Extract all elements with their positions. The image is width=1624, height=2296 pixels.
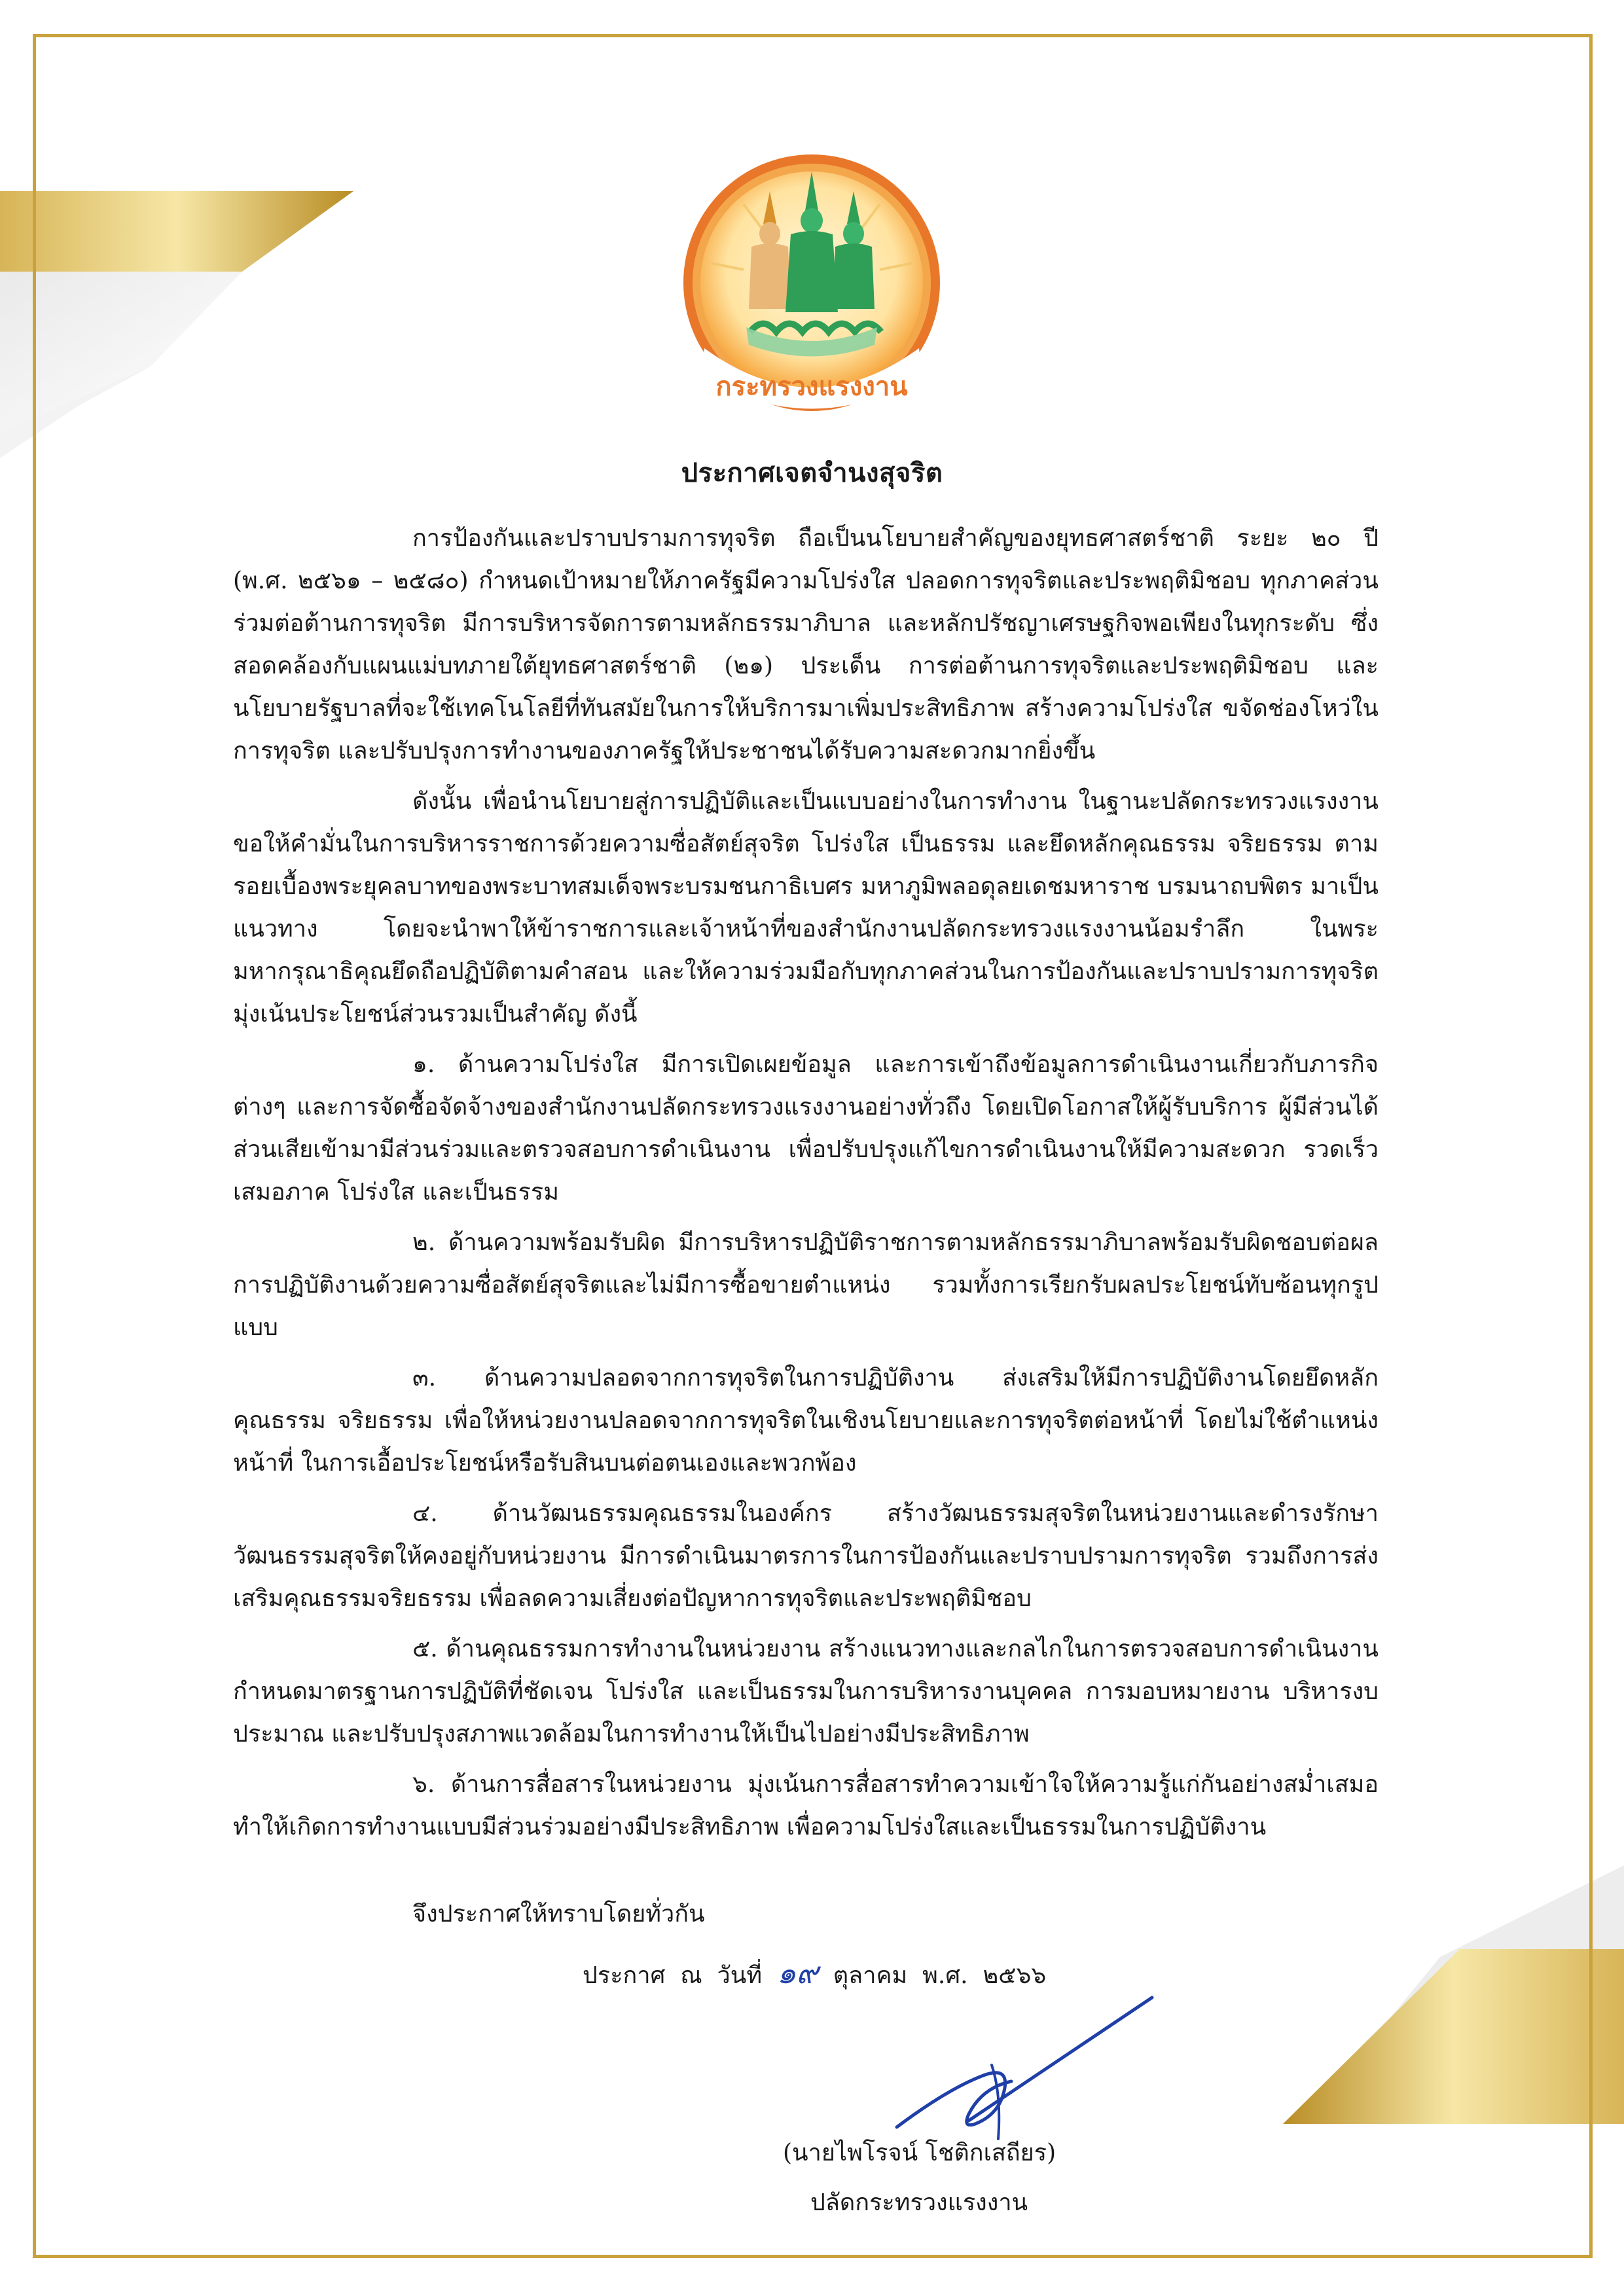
handwritten-signature (871, 1990, 1159, 2140)
date-day-handwritten: ๑๙ (777, 1955, 818, 1990)
item-corruption-free: ๓. ด้านความปลอดจากการทุจริตในการปฏิบัติงาน ส่งเสริมให้มีการปฏิบัติงานโดยยึดหลักคุณธรรม จริยธรรม เพื่อให้หน่วยงานปลอดจากการทุจริตในเชิงนโยบายและการทุจริตต่อหน้าที่ โดยไม่ใช้ตำแหน่งหน้าที่ ในการเอื้อประโยชน์หรือรับสินบนต่อตนเองและพวกพ้อง (233, 1365, 1379, 1477)
date-prefix: ประกาศ ณ วันที่ (583, 1962, 763, 1989)
signer-name: (นายไพโรจน์ โชติกเสถียร) (783, 2140, 1056, 2166)
item-integrity-culture: ๔. ด้านวัฒนธรรมคุณธรรมในองค์กร สร้างวัฒนธรรมสุจริตในหน่วยงานและดำรงรักษาวัฒนธรรมสุจริตให้คงอยู่กับหน่วยงาน มีการดำเนินมาตรการในการป้องกันและปราบปรามการทุจริต รวมถึงการส่งเสริมคุณธรรมจริยธรรม เพื่อลดความเสี่ยงต่อปัญหาการทุจริตและประพฤติมิชอบ (233, 1500, 1379, 1612)
page-title: ประกาศเจตจำนงสุจริต (681, 457, 943, 488)
item-communication: ๖. ด้านการสื่อสารในหน่วยงาน มุ่งเน้นการสื่อสารทำความเข้าใจให้ความรู้แก่กันอย่างสม่ำเสมอ ทำให้เกิดการทำงานแบบมีส่วนร่วมอย่างมีประสิทธิภาพ เพื่อความโปร่งใสและเป็นธรรมในการปฏิบัติงาน (233, 1771, 1379, 1840)
closing-statement: จึงประกาศให้ทราบโดยทั่วกัน (412, 1901, 705, 1928)
item-accountability: ๒. ด้านความพร้อมรับผิด มีการบริหารปฏิบัติราชการตามหลักธรรมาภิบาลพร้อมรับผิดชอบต่อผลการปฏิบัติงานด้วยความซื่อสัตย์สุจริตและไม่มีการซื้อขายตำแหน่ง รวมทั้งการเรียกรับผลประโยชน์ทับซ้อนทุกรูปแบบ (233, 1229, 1379, 1341)
signer-position: ปลัดกระทรวงแรงงาน (810, 2189, 1028, 2216)
intro-paragraph: การป้องกันและปราบปรามการทุจริต ถือเป็นนโยบายสำคัญของยุทธศาสตร์ชาติ ระยะ ๒๐ ปี (พ.ศ. ๒๕๖๑ – ๒๕๘๐) กำหนดเป้าหมายให้ภาครัฐมีความโปร่งใส ปลอดการทุจริตและประพฤติมิชอบ ทุกภาคส่วนร่วมต่อต้านการทุจริต มีการบริหารจัดการตามหลักธรรมาภิบาล และหลักปรัชญาเศรษฐกิจพอเพียงในทุกระดับ ซึ่งสอดคล้องกับแผนแม่บทภายใต้ยุทธศาสตร์ชาติ (๒๑) ประเด็น การต่อต้านการทุจริตและประพฤติมิชอบ และนโยบายรัฐบาลที่จะใช้เทคโนโลยีที่ทันสมัยในการให้บริการมาเพิ่มประสิทธิภาพ สร้างความโปร่งใส ขจัดช่องโหว่ในการทุจริต และปรับปรุงการทำงานของภาครัฐให้ประชาชนได้รับความสะดวกมากยิ่งขึ้น (233, 525, 1379, 764)
commitment-paragraph: ดังนั้น เพื่อนำนโยบายสู่การปฏิบัติและเป็นแบบอย่างในการทำงาน ในฐานะปลัดกระทรวงแรงงาน ขอให้คำมั่นในการบริหารราชการด้วยความซื่อสัตย์สุจริต โปร่งใส เป็นธรรม และยึดหลักคุณธรรม จริยธรรม ตามรอยเบื้องพระยุคลบาทของพระบาทสมเด็จพระบรมชนกาธิเบศร มหาภูมิพลอดุลยเดชมหาราช บรมนาถบพิตร มาเป็นแนวทาง โดยจะนำพาให้ข้าราชการและเจ้าหน้าที่ของสำนักงานปลัดกระทรวงแรงงานน้อมรำลึก ในพระมหากรุณาธิคุณยึดถือปฏิบัติตามคำสอน และให้ความร่วมมือกับทุกภาคส่วนในการป้องกันและปราบปรามการทุจริต มุ่งเน้นประโยชน์ส่วนรวมเป็นสำคัญ ดังนี้ (233, 788, 1379, 1028)
item-work-integrity: ๕. ด้านคุณธรรมการทำงานในหน่วยงาน สร้างแนวทางและกลไกในการตรวจสอบการดำเนินงาน กำหนดมาตรฐานการปฏิบัติที่ชัดเจน โปร่งใส และเป็นธรรมในการบริหารงานบุคคล การมอบหมายงาน บริหารงบประมาณ และปรับปรุงสภาพแวดล้อมในการทำงานให้เป็นไปอย่างมีประสิทธิภาพ (233, 1636, 1379, 1748)
seal-ministry-name: กระทรวงแรงงาน (715, 372, 908, 402)
ministry-seal-logo (678, 152, 945, 419)
seal-graphic (678, 152, 945, 419)
item-transparency: ๑. ด้านความโปร่งใส มีการเปิดเผยข้อมูล และการเข้าถึงข้อมูลการดำเนินงานเกี่ยวกับภารกิจต่างๆ และการจัดซื้อจัดจ้างของสำนักงานปลัดกระทรวงแรงงานอย่างทั่วถึง โดยเปิดโอกาสให้ผู้รับบริการ ผู้มีส่วนได้ส่วนเสียเข้ามามีส่วนร่วมและตรวจสอบการดำเนินงาน เพื่อปรับปรุงแก้ไขการดำเนินงานให้มีความสะดวก รวดเร็ว เสมอภาค โปร่งใส และเป็นธรรม (233, 1051, 1379, 1206)
document-body (233, 517, 1379, 1856)
date-month-year: ตุลาคม พ.ศ. ๒๕๖๖ (833, 1962, 1047, 1989)
